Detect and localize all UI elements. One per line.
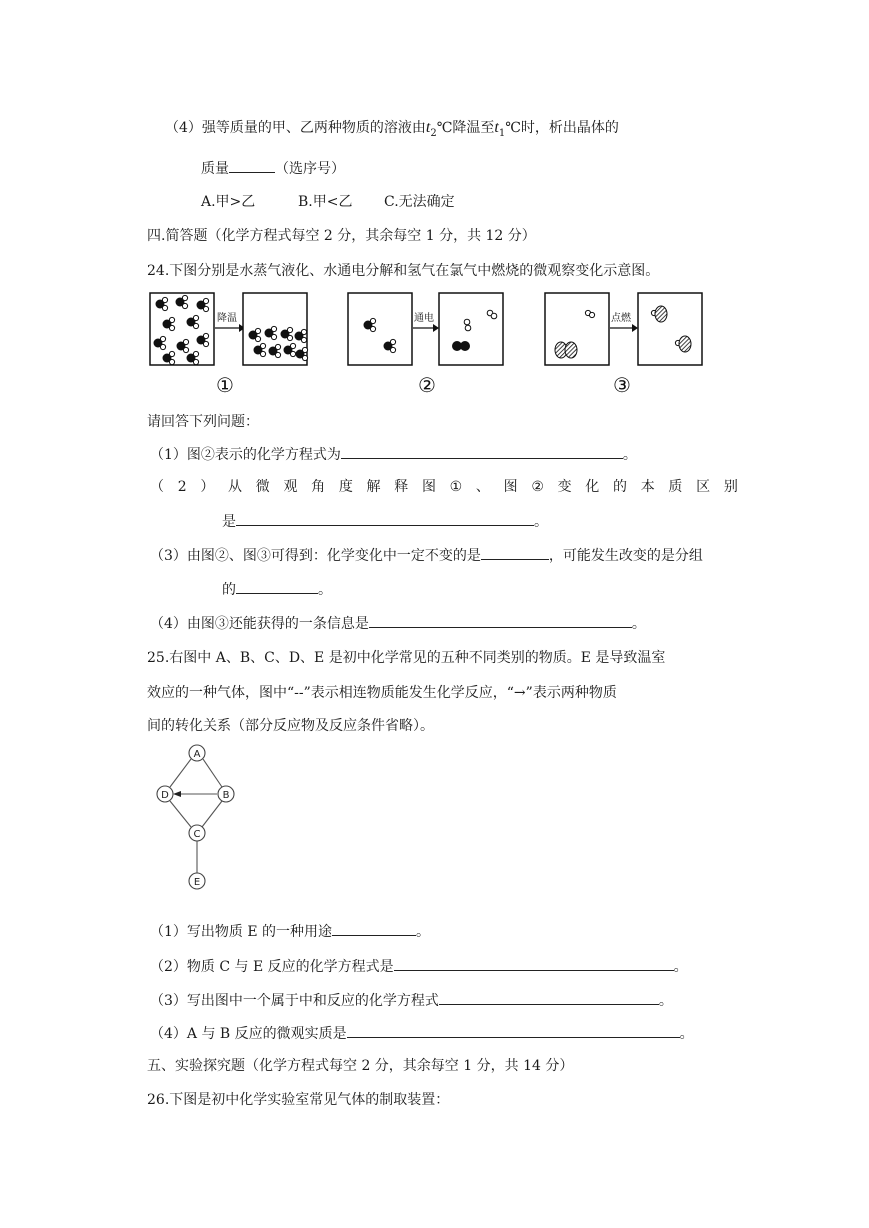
q24-sub2-char: （: [150, 479, 164, 495]
figure-2-label: ②: [418, 373, 436, 397]
t-variable: t: [425, 119, 431, 136]
q24-sub2-char: 、: [475, 479, 490, 495]
section-5-heading: 五、实验探究题（化学方程式每空 2 分，其余每空 1 分，共 14 分）: [147, 1058, 574, 1074]
node-c: [189, 825, 205, 841]
q24-sub3-text: （3）由图②、图③可得到：化学变化中一定不变的是: [150, 548, 481, 564]
q25-sub4: [150, 1022, 694, 1044]
q24-sub2-char: 解: [366, 479, 381, 495]
arrow-label-ignite: 点燃: [611, 313, 631, 324]
q25-sub1: [150, 920, 430, 942]
q24-sub3-text: 的: [222, 582, 236, 598]
q24-sub3-end: 。: [318, 582, 332, 598]
q24-sub4: [150, 612, 646, 634]
q24-sub4-end: 。: [631, 616, 646, 632]
q23-4-options: [201, 192, 255, 212]
svg-text:C: C: [193, 829, 201, 840]
q24-sub4-text: （4）由图③还能获得的一条信息是: [150, 616, 369, 632]
answer-blank[interactable]: [369, 612, 632, 628]
q23-4-text-mid: ℃降温至: [436, 120, 495, 136]
q24-sub2-char: 从: [228, 479, 243, 495]
q26-stem: 26.下图是初中化学实验室常见气体的制取装置：: [147, 1092, 450, 1108]
q24-sub2-line1: [150, 477, 738, 497]
figure-1-water-vapor: [150, 293, 214, 365]
q25-sub2-text: （2）物质 C 与 E 反应的化学方程式是: [150, 959, 394, 975]
q25-stem-line2: 效应的一种气体，图中“--”表示相连物质能发生化学反应，“→”表示两种物质: [147, 685, 617, 701]
q24-sub2-char: ①: [449, 479, 463, 495]
q25-sub4-end: 。: [679, 1026, 694, 1042]
q23-4-line2: [201, 157, 345, 179]
node-a: [189, 745, 205, 761]
q25-sub1-text: （1）写出物质 E 的一种用途: [150, 924, 333, 940]
q24-micro-diagrams: [145, 288, 715, 400]
q23-4-line1: [165, 118, 619, 144]
q24-sub1: [150, 443, 637, 465]
q23-4-text: （4）强等质量的甲、乙两种物质的溶液由: [165, 120, 426, 136]
arrow-b-to-d: [173, 791, 181, 797]
q24-sub2-char: 图: [421, 479, 436, 495]
q24-sub3-text-mid: ，可能发生改变的是分组: [548, 548, 703, 564]
arrow-label-electrolysis: 通电: [414, 313, 434, 324]
q25-sub4-text: （4）A 与 B 反应的微观实质是: [150, 1026, 347, 1042]
q25-sub2-end: 。: [673, 959, 688, 975]
figure-1-liquid-water: [243, 293, 308, 365]
q25-sub3-text: （3）写出图中一个属于中和反应的化学方程式: [150, 993, 439, 1009]
answer-blank[interactable]: [341, 443, 623, 459]
answer-blank[interactable]: [394, 955, 674, 971]
q24-sub2-char: ②: [531, 479, 544, 495]
q24-prompt: 请回答下列问题：: [147, 414, 259, 430]
q25-relation-diagram: [150, 742, 250, 894]
arrow-cool: [215, 311, 245, 332]
t1-subscript: 1: [498, 127, 506, 139]
q24-sub2-char: ）: [200, 479, 215, 495]
figure-3-products: [638, 293, 702, 365]
q23-4-text-post: ℃时，析出晶体的: [505, 120, 619, 136]
q24-sub2-line2: [222, 510, 548, 532]
q24-sub1-end: 。: [622, 447, 637, 463]
q24-sub2-char: 释: [394, 479, 409, 495]
svg-text:D: D: [161, 790, 169, 801]
t2-subscript: 2: [430, 127, 437, 139]
q23-4-option-c-wrap: [384, 192, 455, 212]
svg-text:E: E: [193, 877, 201, 888]
figure-2-products: [439, 293, 503, 365]
q23-4-label: 质量: [201, 161, 229, 177]
q25-sub3-end: 。: [658, 993, 673, 1009]
q24-sub2-char: 质: [668, 479, 683, 495]
q25-stem-line1: 25.右图中 A、B、C、D、E 是初中化学常见的五种不同类别的物质。E 是导致温室: [147, 650, 666, 666]
q24-sub2-char: 的: [613, 479, 627, 495]
section-4-heading: 四.简答题（化学方程式每空 2 分，其余每空 1 分，共 12 分）: [147, 228, 536, 244]
q24-sub2-char: 图: [503, 479, 518, 495]
q24-sub2-char: 角: [311, 479, 326, 495]
q24-sub2-char: 2: [177, 479, 187, 495]
option-a: A.甲>乙: [201, 194, 256, 210]
q23-4-hint: （选序号）: [275, 161, 345, 177]
answer-blank[interactable]: [229, 157, 275, 173]
q24-sub2-end: 。: [534, 514, 548, 530]
figure-2-water: [348, 293, 412, 365]
node-b: [218, 786, 234, 802]
q25-sub2: [150, 955, 688, 977]
q24-sub2-char: 观: [283, 479, 298, 495]
q24-sub2-char: 本: [640, 479, 655, 495]
q24-sub2-char: 别: [723, 479, 738, 495]
q25-sub1-end: 。: [416, 924, 431, 940]
answer-blank[interactable]: [236, 510, 534, 526]
q24-sub2-text: 是: [222, 514, 236, 530]
q24-sub2-char: 化: [585, 479, 600, 495]
q24-sub2-char: 微: [255, 479, 270, 495]
q24-stem: 24.下图分别是水蒸气液化、水通电分解和氢气在氯气中燃烧的微观察变化示意图。: [147, 263, 660, 279]
arrow-ignite: [610, 311, 638, 332]
answer-blank[interactable]: [236, 578, 318, 594]
answer-blank[interactable]: [439, 989, 659, 1005]
q24-sub1-text: （1）图②表示的化学方程式为: [150, 447, 341, 463]
svg-text:B: B: [222, 790, 230, 801]
q25-sub3: [150, 989, 673, 1011]
answer-blank[interactable]: [347, 1022, 680, 1038]
figure-3-label: ③: [613, 373, 631, 397]
q24-sub3-line1: [150, 544, 703, 566]
figure-3-reactants: [545, 293, 609, 365]
q25-stem-line3: 间的转化关系（部分反应物及反应条件省略）。: [147, 718, 434, 734]
node-d: [157, 786, 173, 802]
figure-1-label: ①: [216, 373, 234, 397]
q23-4-option-b-wrap: [298, 192, 352, 212]
q24-sub3-line2: [222, 578, 332, 600]
q24-sub2-char: 变: [557, 479, 572, 495]
arrow-electrolysis: [413, 311, 439, 332]
t-variable: t: [494, 119, 499, 136]
arrow-label-cool: 降温: [217, 313, 237, 324]
svg-text:A: A: [193, 749, 201, 760]
q24-sub2-char: 度: [338, 479, 353, 495]
option-c: C.无法确定: [384, 194, 455, 210]
q24-sub2-char: 区: [696, 479, 711, 495]
relation-lines: [170, 759, 222, 873]
answer-blank[interactable]: [332, 920, 416, 936]
answer-blank[interactable]: [481, 544, 549, 560]
option-b: B.甲<乙: [298, 194, 353, 210]
node-e: [189, 873, 205, 889]
